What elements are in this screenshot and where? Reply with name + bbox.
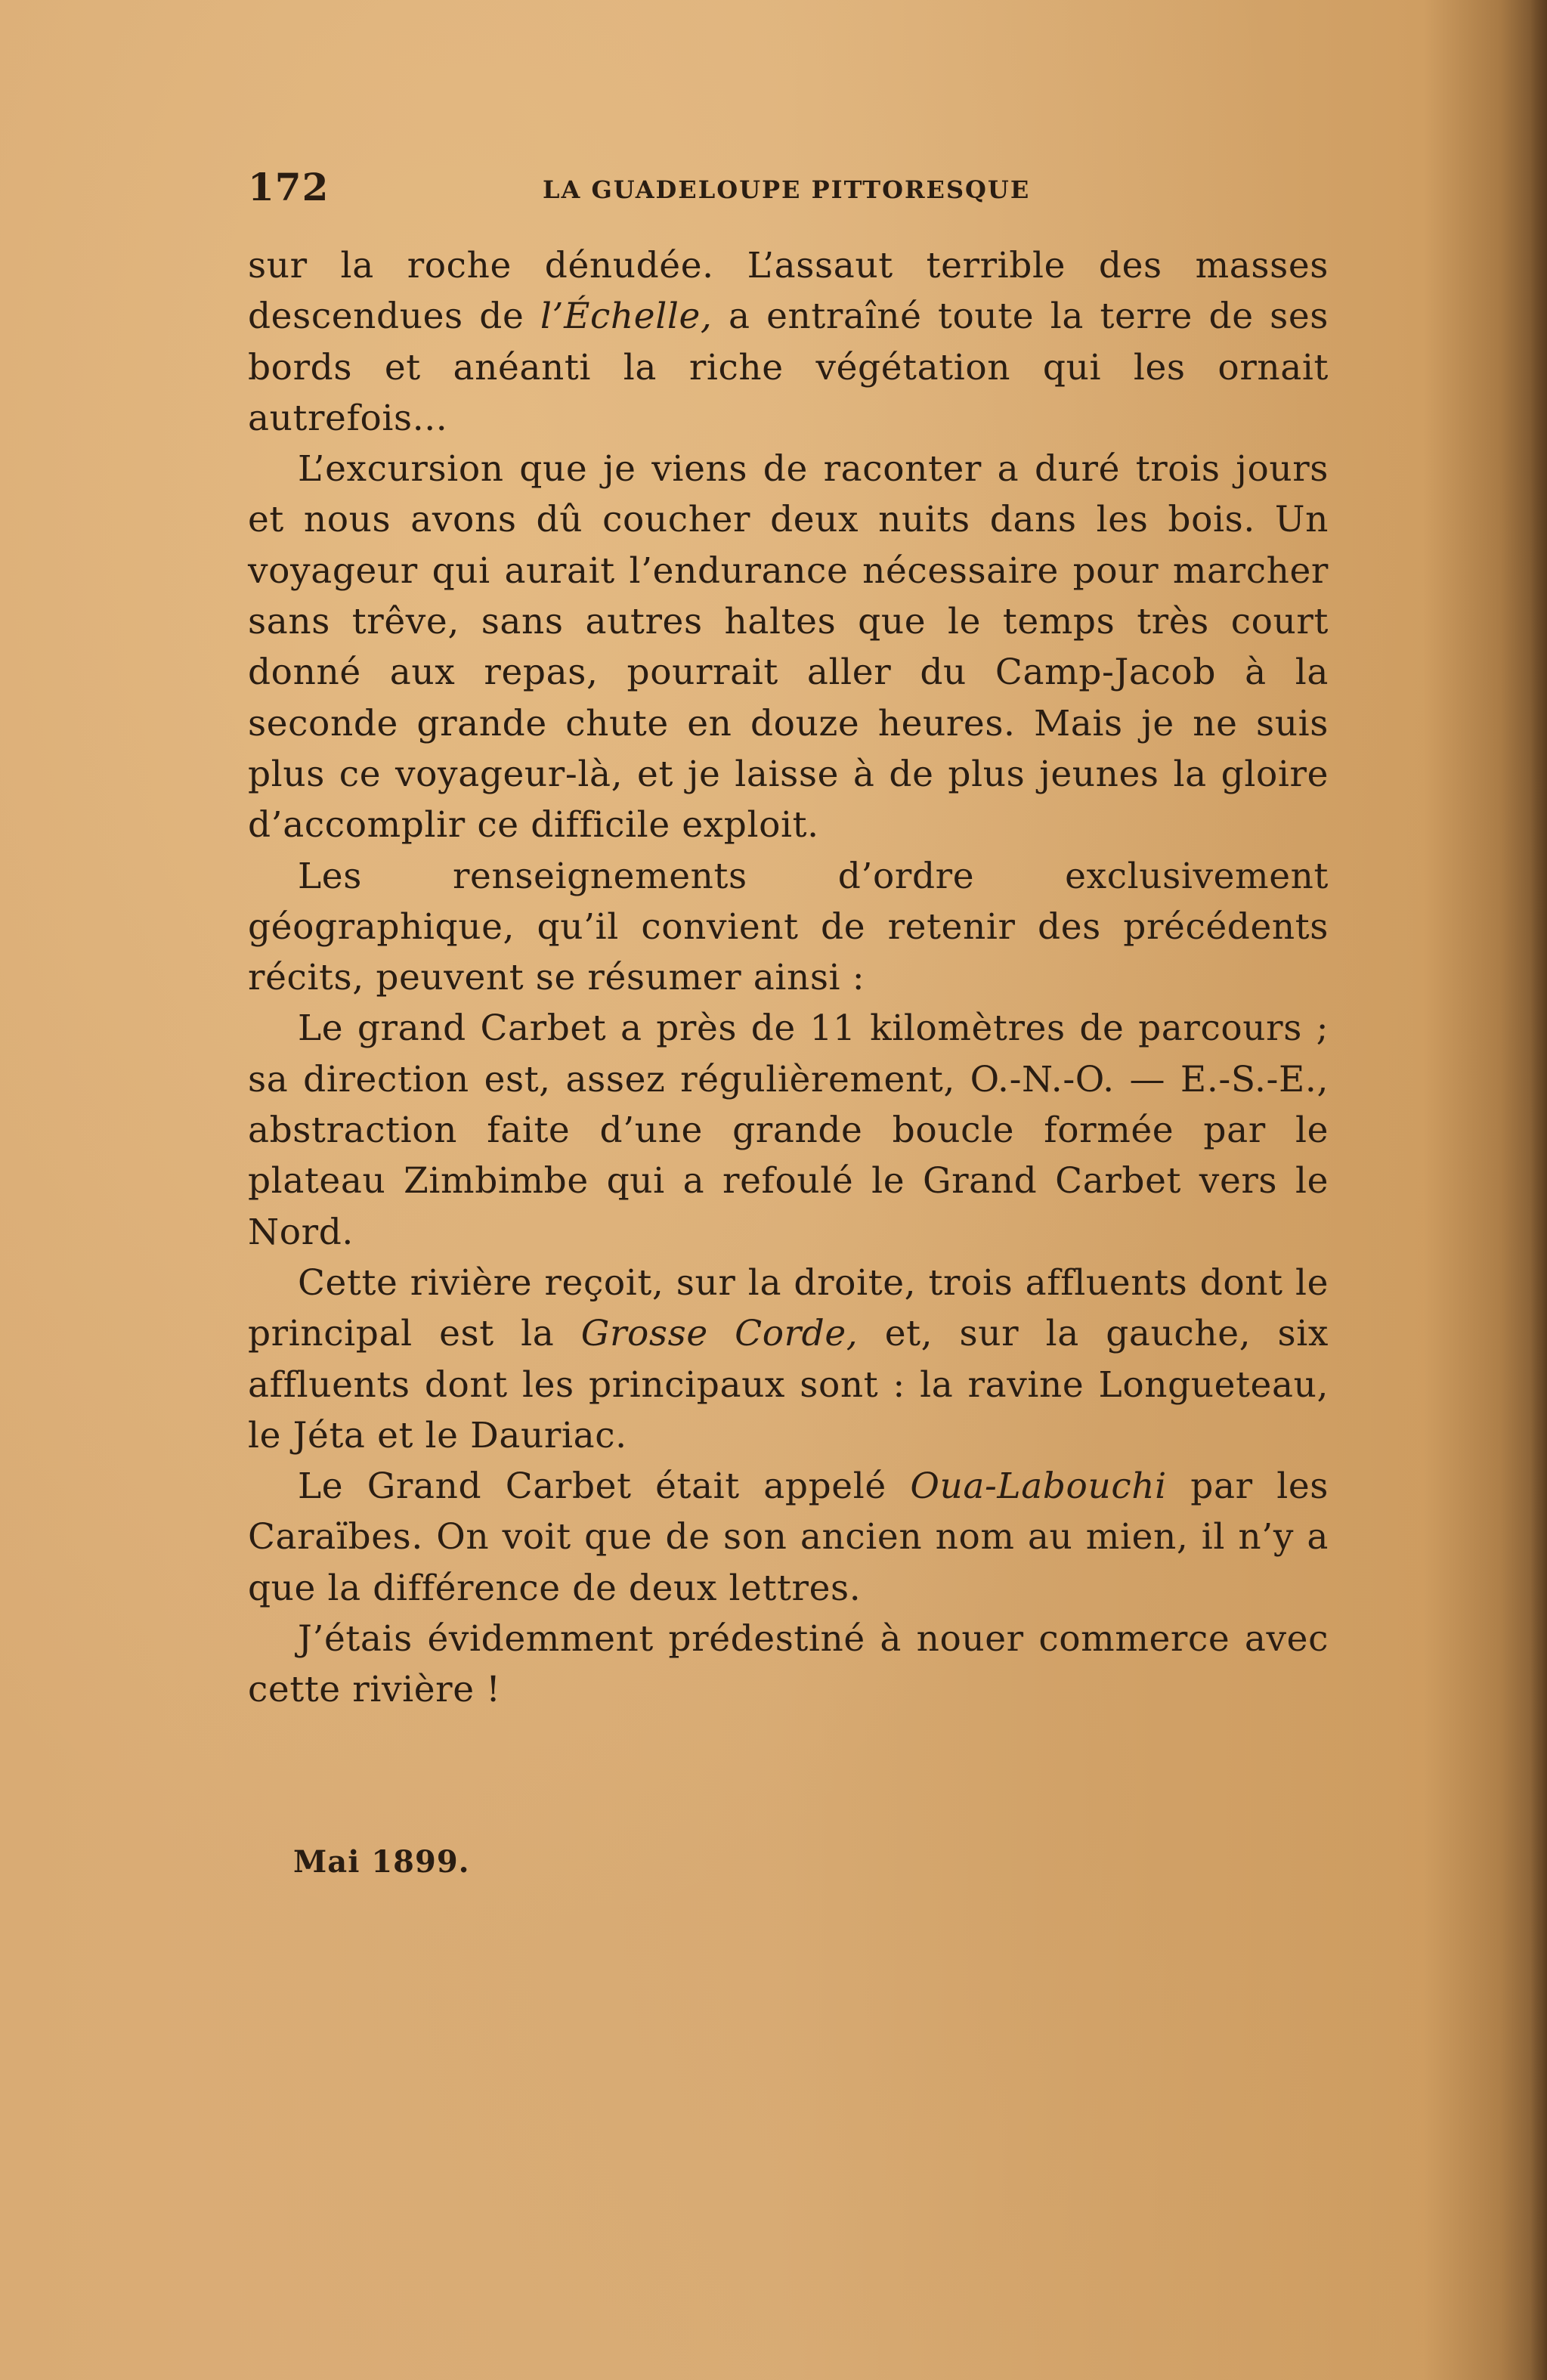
body-text <box>248 240 1329 1716</box>
paragraph-continuation <box>248 240 1329 444</box>
text-run: par les Caraïbes. On voit que de son ancien nom au mien, il n’y a que la différence de deux lettres. <box>248 1465 1329 1609</box>
paragraph-excursion <box>248 444 1329 850</box>
paragraph-caraibes <box>248 1461 1329 1614</box>
paragraph-grand-carbet <box>248 1003 1329 1257</box>
paragraph-conclusion <box>248 1614 1329 1716</box>
text-run: Cette rivière reçoit, sur la droite, trois affluents dont le principal est la <box>248 1261 1329 1355</box>
italic-place-name: l’Échelle, <box>540 296 713 338</box>
closing-date: Mai 1899. <box>293 1844 470 1880</box>
text-run: Le Grand Carbet était appelé <box>298 1465 911 1508</box>
text-run: L’excursion que je viens de raconter a duré trois jours et nous avons dû coucher deux nuits dans les bois. Un voyageur qui aurait l’endurance nécessaire pour marcher sans trêve, sans autres haltes que le temps très court donné aux repas, pourrait aller du Camp-Jacob à la seconde grande chute en douze heures. Mais je ne suis plus ce voyageur-là, et je laisse à de plus jeunes la gloire d’accomplir ce difficile exploit. <box>248 448 1329 846</box>
text-run: Les renseignements d’ordre exclusivement géographique, qu’il convient de retenir des précédents récits, peuvent se résumer ainsi : <box>248 855 1329 999</box>
text-run: et, sur la gauche, six affluents dont les principaux sont : la ravine Longueteau, le Jéta et le Dauriac. <box>248 1313 1329 1456</box>
page-number: 172 <box>248 165 330 209</box>
italic-caribbean-name: Oua-Labouchi <box>910 1465 1167 1508</box>
text-run: J’étais évidemment prédestiné à nouer commerce avec cette rivière ! <box>248 1618 1329 1711</box>
text-run: a entraîné toute la terre de ses bords et anéanti la riche végétation qui les ornait autrefois... <box>248 296 1329 439</box>
page-header <box>248 165 1329 210</box>
paragraph-renseignements <box>248 851 1329 1004</box>
running-title: LA GUADELOUPE PITTORESQUE <box>543 175 1031 204</box>
text-run: Le grand Carbet a près de 11 kilomètres de parcours ; sa direction est, assez régulièrement, O.-N.-O. — E.-S.-E., abstraction faite d’une grande boucle formée par le plateau Zimbimbe qui a refoulé le Grand Carbet vers le Nord. <box>248 1007 1329 1253</box>
italic-river-name: Grosse Corde, <box>580 1313 859 1355</box>
text-run: sur la roche dénudée. L’assaut terrible des masses descendues de <box>248 245 1329 338</box>
page-edge-shadow <box>1530 0 1547 2380</box>
paragraph-affluents <box>248 1258 1329 1461</box>
